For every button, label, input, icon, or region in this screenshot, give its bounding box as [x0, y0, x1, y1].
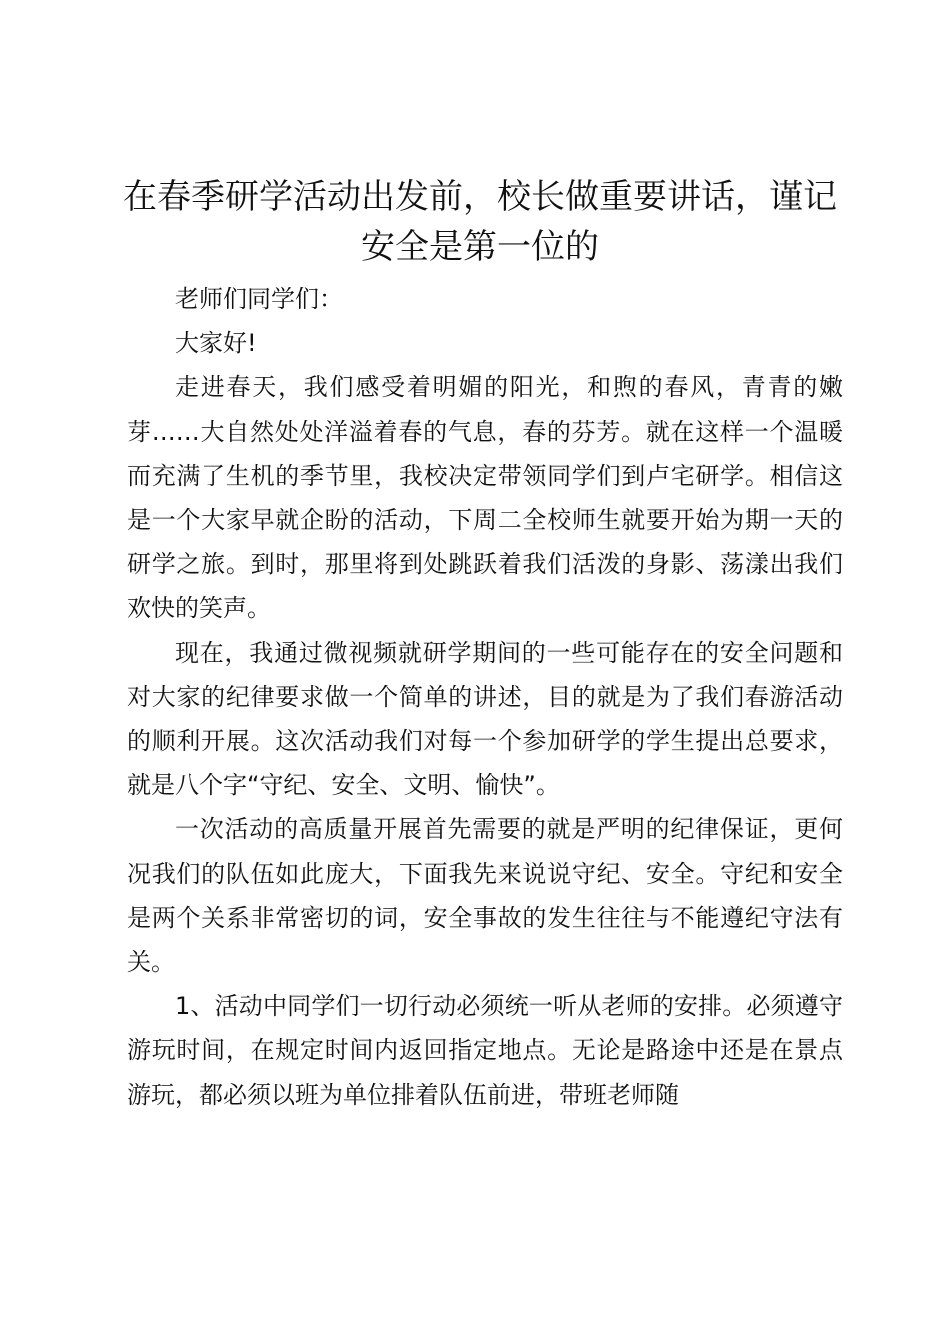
- salutation: 老师们同学们：: [175, 285, 343, 313]
- document-title: 在春季研学活动出发前，校长做重要讲话，谨记安全是第一位的: [123, 177, 837, 267]
- greeting: 大家好!: [175, 329, 257, 358]
- document-body: [127, 277, 843, 1117]
- paragraph-spring: 走进春天，我们感受着明媚的阳光，和煦的春风，青青的嫩芽……大自然处处洋溢着春的气息，春的芬芳。就在这样一个温暖而充满了生机的季节里，我校决定带领同学们到卢宅研学。相信这是一个大家早就企盼的活动，下周二全校师生就要开始为期一天的研学之旅。到时，那里将到处跳跃着我们活泼的身影、荡漾出我们欢快的笑声。: [127, 373, 843, 623]
- paragraph-purpose: 现在，我通过微视频就研学期间的一些可能存在的安全问题和对大家的纪律要求做一个简单的讲述，目的就是为了我们春游活动的顺利开展。这次活动我们对每一个参加研学的学生提出总要求，就是八个字“守纪、安全、文明、愉快”。: [127, 638, 843, 800]
- paragraph-discipline: 一次活动的高质量开展首先需要的就是严明的纪律保证，更何况我们的队伍如此庞大，下面我先来说说守纪、安全。守纪和安全是两个关系非常密切的词，安全事故的发生往往与不能遵纪守法有关。: [127, 815, 843, 977]
- paragraph-rule-1: 1、活动中同学们一切行动必须统一听从老师的安排。必须遵守游玩时间，在规定时间内返回指定地点。无论是路途中还是在景点游玩，都必须以班为单位排着队伍前进，带班老师随: [127, 992, 843, 1109]
